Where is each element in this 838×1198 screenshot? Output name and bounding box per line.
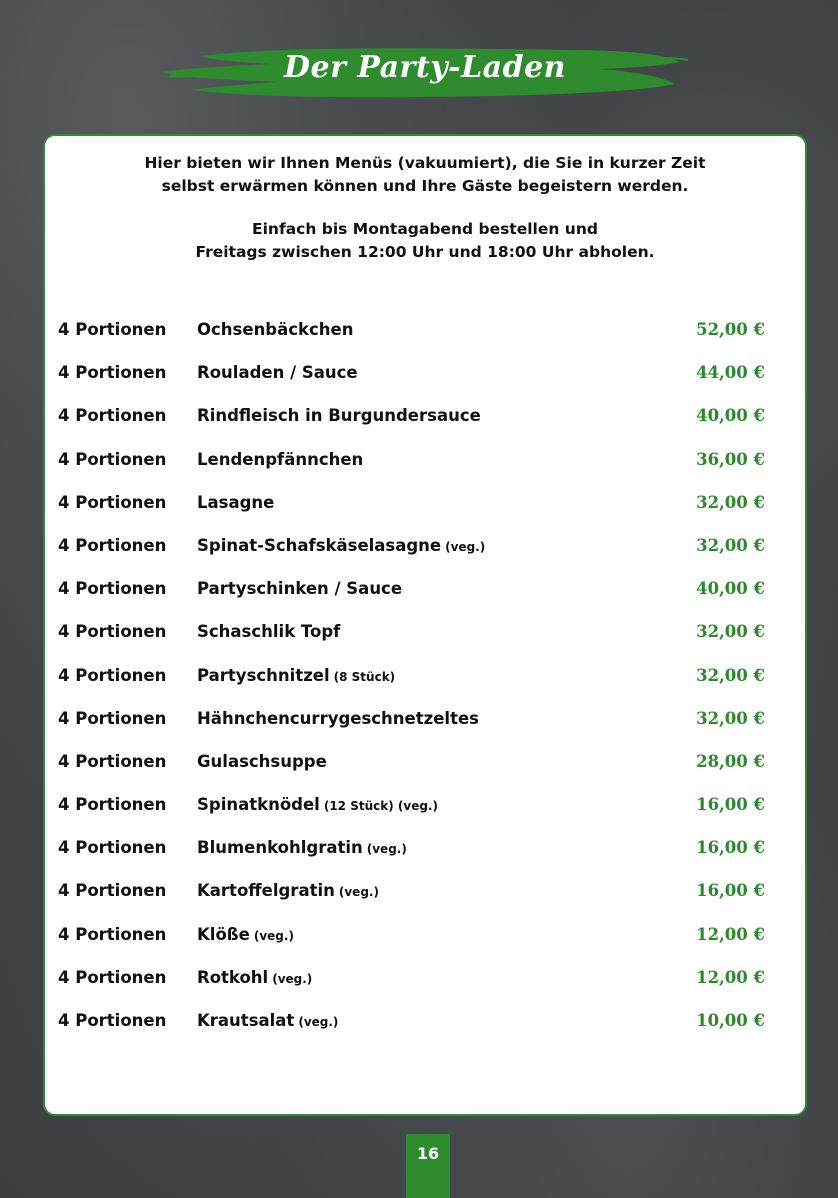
menu-item-name: Rouladen / Sauce (197, 363, 358, 383)
header-banner (160, 42, 690, 104)
menu-item (45, 787, 805, 830)
menu-item-dish (197, 450, 363, 469)
menu-item-name: Rotkohl (197, 967, 269, 987)
menu-item-note: (12 Stück) (veg.) (323, 799, 438, 814)
menu-item-price: 16,00 € (696, 881, 765, 901)
menu-item (45, 744, 805, 787)
menu-item-name: Hähnchencurrygeschnetzeltes (197, 708, 479, 728)
menu-item-portions: 4 Portionen (58, 1011, 167, 1030)
menu-item-portions: 4 Portionen (58, 449, 167, 469)
menu-item-dish (197, 536, 485, 555)
menu-item-dish (197, 493, 274, 512)
menu-item-name: Lendenpfännchen (197, 449, 364, 469)
menu-item-price: 16,00 € (696, 838, 765, 858)
menu-item-portions: 4 Portionen (58, 881, 167, 901)
menu-item-name: Ochsenbäckchen (197, 320, 354, 339)
menu-item-dish (197, 406, 481, 425)
menu-item-price: 10,00 € (696, 1011, 765, 1030)
menu-item-note: (veg.) (338, 885, 379, 900)
menu-item (45, 528, 805, 571)
menu-item-price: 12,00 € (696, 967, 765, 987)
menu-item-portions: 4 Portionen (58, 665, 167, 685)
menu-item (45, 398, 805, 441)
menu-item-dish (197, 925, 294, 944)
menu-item-dish (197, 1011, 338, 1030)
menu-item-note: (veg.) (272, 971, 313, 986)
intro-line: Freitags zwischen 12:00 Uhr und 18:00 Uhr abholen. (195, 243, 655, 261)
page-number: 16 (406, 1134, 450, 1198)
menu-item-dish (197, 320, 353, 339)
menu-item-name: Klöße (197, 924, 250, 944)
menu-item-portions: 4 Portionen (58, 924, 167, 944)
menu-item-name: Blumenkohlgratin (197, 838, 363, 858)
menu-item-portions: 4 Portionen (58, 795, 167, 815)
menu-item-note: (veg.) (298, 1015, 339, 1029)
menu-item-price: 44,00 € (696, 363, 765, 383)
menu-item-price: 32,00 € (696, 708, 765, 728)
menu-item (45, 571, 805, 614)
menu-item-portions: 4 Portionen (58, 622, 167, 642)
menu-item (45, 917, 805, 960)
menu-item-portions: 4 Portionen (58, 751, 167, 771)
menu-item-name: Lasagne (197, 492, 275, 512)
menu-item-dish (197, 752, 327, 771)
menu-item-note: (veg.) (445, 539, 486, 554)
menu-item-dish (197, 968, 312, 987)
menu-item-name: Partyschnitzel (197, 665, 330, 685)
menu-item-note: (veg.) (253, 928, 294, 943)
menu-item (45, 355, 805, 398)
menu-item-portions: 4 Portionen (58, 492, 167, 512)
menu-item-portions: 4 Portionen (58, 579, 167, 599)
intro-line: Einfach bis Montagabend bestellen und (252, 220, 598, 238)
menu-item-note: (veg.) (366, 842, 407, 857)
menu-item (45, 658, 805, 701)
menu-item-price: 12,00 € (696, 924, 765, 944)
menu-item-price: 40,00 € (696, 406, 765, 426)
page-title: Der Party-Laden (284, 50, 566, 85)
menu-item (45, 960, 805, 1003)
menu-item-dish (197, 838, 407, 857)
menu-item (45, 873, 805, 916)
menu-item (45, 312, 805, 355)
menu-item-price: 40,00 € (696, 579, 765, 599)
menu-item-portions: 4 Portionen (58, 535, 167, 555)
menu-item-dish (197, 881, 379, 900)
menu-item-portions: 4 Portionen (58, 708, 167, 728)
intro-line: Hier bieten wir Ihnen Menüs (vakuumiert), die Sie in kurzer Zeit (144, 154, 706, 172)
menu-list (45, 312, 805, 1046)
menu-item-name: Gulaschsuppe (197, 751, 327, 771)
menu-item-dish (197, 709, 479, 728)
menu-item-price: 32,00 € (696, 622, 765, 642)
menu-item-portions: 4 Portionen (58, 320, 167, 339)
pickup-info (45, 218, 805, 264)
menu-item-name: Spinatknödel (197, 795, 320, 815)
menu-item-price: 16,00 € (696, 795, 765, 815)
menu-item-price: 36,00 € (696, 449, 765, 469)
menu-item (45, 701, 805, 744)
menu-item-name: Krautsalat (197, 1011, 295, 1030)
menu-item-name: Schaschlik Topf (197, 622, 341, 642)
menu-item-portions: 4 Portionen (58, 406, 167, 426)
menu-item-name: Kartoffelgratin (197, 881, 335, 901)
menu-item-price: 32,00 € (696, 535, 765, 555)
menu-item-price: 28,00 € (696, 751, 765, 771)
menu-item-dish (197, 579, 402, 598)
menu-card (43, 134, 807, 1116)
menu-item-dish (197, 795, 438, 814)
menu-item-portions: 4 Portionen (58, 363, 167, 383)
menu-item-price: 52,00 € (696, 320, 765, 339)
menu-item-note: (8 Stück) (333, 669, 396, 684)
menu-item-price: 32,00 € (696, 665, 765, 685)
intro-paragraph (45, 152, 805, 198)
menu-item (45, 442, 805, 485)
menu-item-dish (197, 622, 340, 641)
menu-item (45, 614, 805, 657)
menu-item-portions: 4 Portionen (58, 967, 167, 987)
menu-item-portions: 4 Portionen (58, 838, 167, 858)
menu-item-price: 32,00 € (696, 492, 765, 512)
menu-item (45, 485, 805, 528)
intro-line: selbst erwärmen können und Ihre Gäste begeistern werden. (161, 177, 689, 195)
menu-item (45, 1003, 805, 1046)
menu-item-dish (197, 666, 395, 685)
menu-item-name: Spinat-Schafskäselasagne (197, 535, 442, 555)
menu-item-name: Partyschinken / Sauce (197, 579, 403, 599)
menu-item-dish (197, 363, 358, 382)
menu-item (45, 830, 805, 873)
menu-item-name: Rindfleisch in Burgundersauce (197, 406, 481, 426)
